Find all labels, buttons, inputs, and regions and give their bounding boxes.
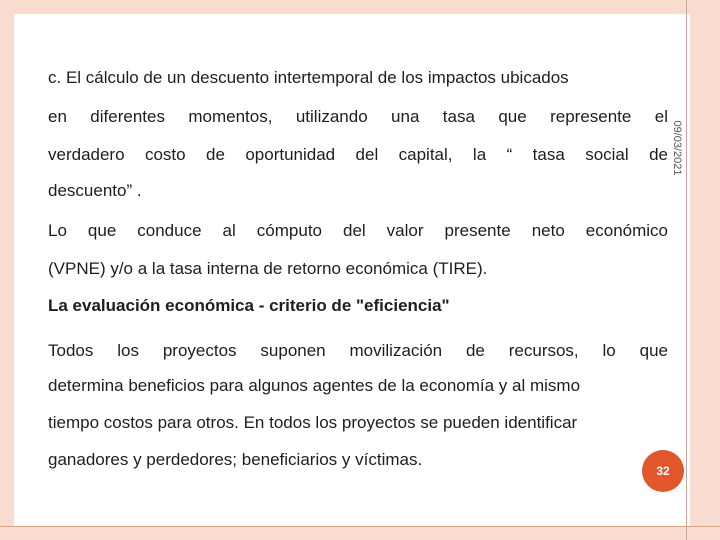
text-line-1: c. El cálculo de un descuento intertemporal de los impactos ubicados <box>48 68 569 87</box>
frame-vertical-line <box>686 0 687 540</box>
frame-horizontal-line <box>0 526 720 527</box>
frame-right <box>690 0 720 540</box>
text-line-11: ganadores y perdedores; beneficiarios y víctimas. <box>48 450 423 469</box>
frame-bottom <box>0 526 720 540</box>
frame-left <box>0 0 14 540</box>
text-line-2: en diferentes momentos, utilizando una tasa que represente el <box>48 107 668 126</box>
text-line-3: verdadero costo de oportunidad del capital, la “ tasa social de <box>48 145 668 164</box>
frame-top <box>0 0 720 14</box>
text-line-9: determina beneficios para algunos agentes de la economía y al mismo <box>48 376 581 395</box>
text-line-4: descuento” . <box>48 181 142 200</box>
text-line-6: (VPNE) y/o a la tasa interna de retorno económica (TIRE). <box>48 259 488 278</box>
section-heading: La evaluación económica - criterio de "eficiencia" <box>48 296 450 315</box>
slide-date: 09/03/2021 <box>671 120 683 176</box>
text-line-10: tiempo costos para otros. En todos los proyectos se pueden identificar <box>48 413 578 432</box>
text-line-8: Todos los proyectos suponen movilización de recursos, lo que <box>48 341 668 360</box>
text-line-5: Lo que conduce al cómputo del valor presente neto económico <box>48 221 668 240</box>
page-number-badge: 32 <box>642 450 684 492</box>
